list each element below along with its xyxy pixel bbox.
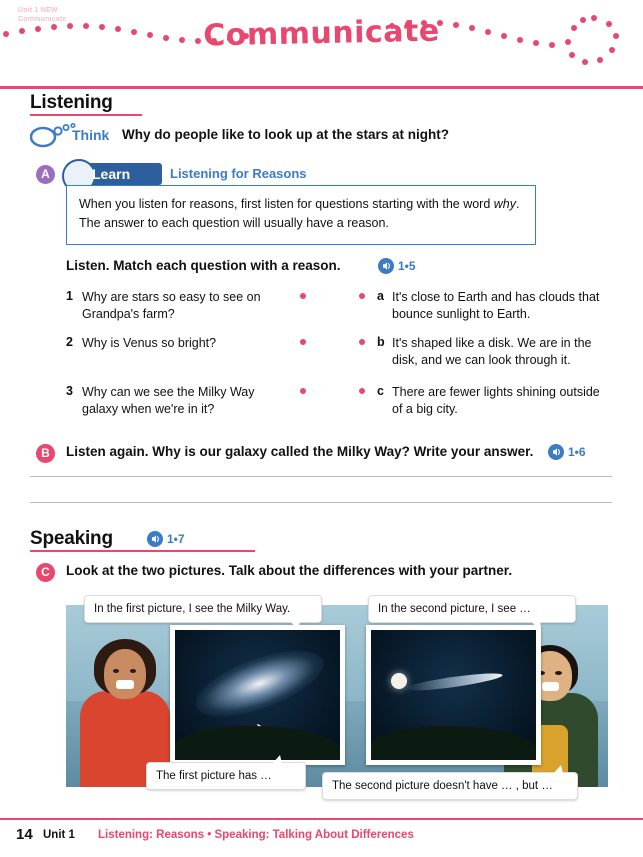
footer-divider-line — [0, 818, 643, 820]
girl-face — [104, 649, 146, 699]
match-dot-question-2[interactable] — [300, 339, 306, 345]
learn-box — [66, 185, 536, 245]
speech-bubble-3: The first picture has … — [146, 762, 306, 790]
question-number-1: 1 — [66, 289, 73, 303]
match-dot-reason-c[interactable] — [359, 388, 365, 394]
activity-letter-b: B — [36, 444, 55, 463]
corner-unit-text: Unit 1 NEW — [18, 7, 58, 14]
learn-text-part2: . The answer to each question will usually have a reason. — [79, 197, 520, 230]
speaker-icon[interactable] — [548, 444, 564, 460]
speaker-icon[interactable] — [378, 258, 394, 274]
page-title: Communicate — [202, 13, 441, 54]
learn-header — [66, 163, 536, 185]
reason-text-a: It's close to Earth and has clouds that bounce sunlight to Earth. — [392, 290, 600, 321]
learn-label: Learn — [92, 166, 131, 182]
question-text-1: Why are stars so easy to see on Grandpa's farm? — [82, 290, 261, 321]
think-bubble-icon — [30, 123, 78, 149]
speaking-photo — [66, 605, 608, 787]
reason-text-b: It's shaped like a disk. We are in the disk, and we can look through it. — [392, 336, 592, 367]
boy-eye-right — [555, 671, 562, 675]
answer-write-line-2[interactable] — [30, 502, 612, 503]
speaking-heading-underline — [30, 550, 255, 552]
section-heading-listening: Listening — [30, 92, 113, 113]
page-header — [0, 0, 643, 88]
footer-unit-label: Unit 1 — [43, 829, 75, 841]
comet — [404, 670, 503, 694]
speech-bubble-1: In the first picture, I see the Milky Way. — [84, 595, 322, 623]
hills-silhouette-1 — [175, 726, 340, 760]
question-number-3: 3 — [66, 384, 73, 398]
speech-bubble-2: In the second picture, I see … — [368, 595, 576, 623]
activity-letter-a: A — [36, 165, 55, 184]
girl-smile — [116, 680, 134, 689]
page-number: 14 — [16, 826, 33, 843]
learn-text-italic: why — [493, 197, 517, 211]
listening-heading-underline — [30, 114, 142, 116]
reason-text-c: There are fewer lights shining outside of a big city. — [392, 385, 600, 416]
picture-1-image — [175, 630, 340, 760]
hills-silhouette-2 — [371, 726, 536, 760]
girl-eye-left — [113, 669, 119, 673]
activity-b-instruction: Listen again. Why is our galaxy called the Milky Way? Write your answer. — [66, 444, 534, 459]
audio-track-number-1-06: 1•6 — [568, 445, 586, 459]
audio-track-number-1-07: 1•7 — [167, 532, 185, 546]
question-text-3: Why can we see the Milky Way galaxy when we're in it? — [82, 385, 255, 416]
header-divider-line — [0, 86, 643, 89]
audio-track-number-1-05: 1•5 — [398, 259, 416, 273]
picture-2-image — [371, 630, 536, 760]
think-label: Think — [72, 127, 110, 143]
speaker-icon[interactable] — [147, 531, 163, 547]
reason-letter-a: a — [377, 289, 384, 303]
think-row — [30, 125, 590, 149]
speech-bubble-4: The second picture doesn't have … , but … — [322, 772, 578, 800]
answer-write-line-1[interactable] — [30, 476, 612, 477]
picture-frame-2 — [366, 625, 541, 765]
corner-unit-sub: Communicate — [18, 16, 67, 23]
match-dot-question-3[interactable] — [300, 388, 306, 394]
match-dot-reason-a[interactable] — [359, 293, 365, 299]
activity-letter-c: C — [36, 563, 55, 582]
footer-lesson-summary: Listening: Reasons • Speaking: Talking About Differences — [98, 829, 414, 841]
picture-frame-1 — [170, 625, 345, 765]
milky-way-galaxy — [187, 637, 331, 730]
learn-text-part1: When you listen for reasons, first listen for questions starting with the word — [79, 197, 494, 211]
learn-topic: Listening for Reasons — [170, 166, 307, 181]
girl-eye-right — [130, 669, 136, 673]
question-number-2: 2 — [66, 335, 73, 349]
activity-c-instruction: Look at the two pictures. Talk about the differences with your partner. — [66, 563, 513, 578]
moon-2 — [391, 673, 407, 689]
match-dot-reason-b[interactable] — [359, 339, 365, 345]
boy-smile — [542, 682, 559, 691]
reason-letter-b: b — [377, 335, 385, 349]
section-heading-speaking: Speaking — [30, 528, 113, 549]
match-dot-question-1[interactable] — [300, 293, 306, 299]
audio-button-1-07[interactable] — [147, 531, 207, 547]
audio-button-1-06[interactable] — [548, 444, 608, 460]
reason-letter-c: c — [377, 384, 384, 398]
listen-match-instruction: Listen. Match each question with a reason. — [66, 258, 341, 273]
question-text-2: Why is Venus so bright? — [82, 336, 217, 350]
think-question: Why do people like to look up at the stars at night? — [122, 127, 450, 142]
audio-button-1-05[interactable] — [378, 258, 438, 274]
learn-box-text — [79, 195, 525, 233]
